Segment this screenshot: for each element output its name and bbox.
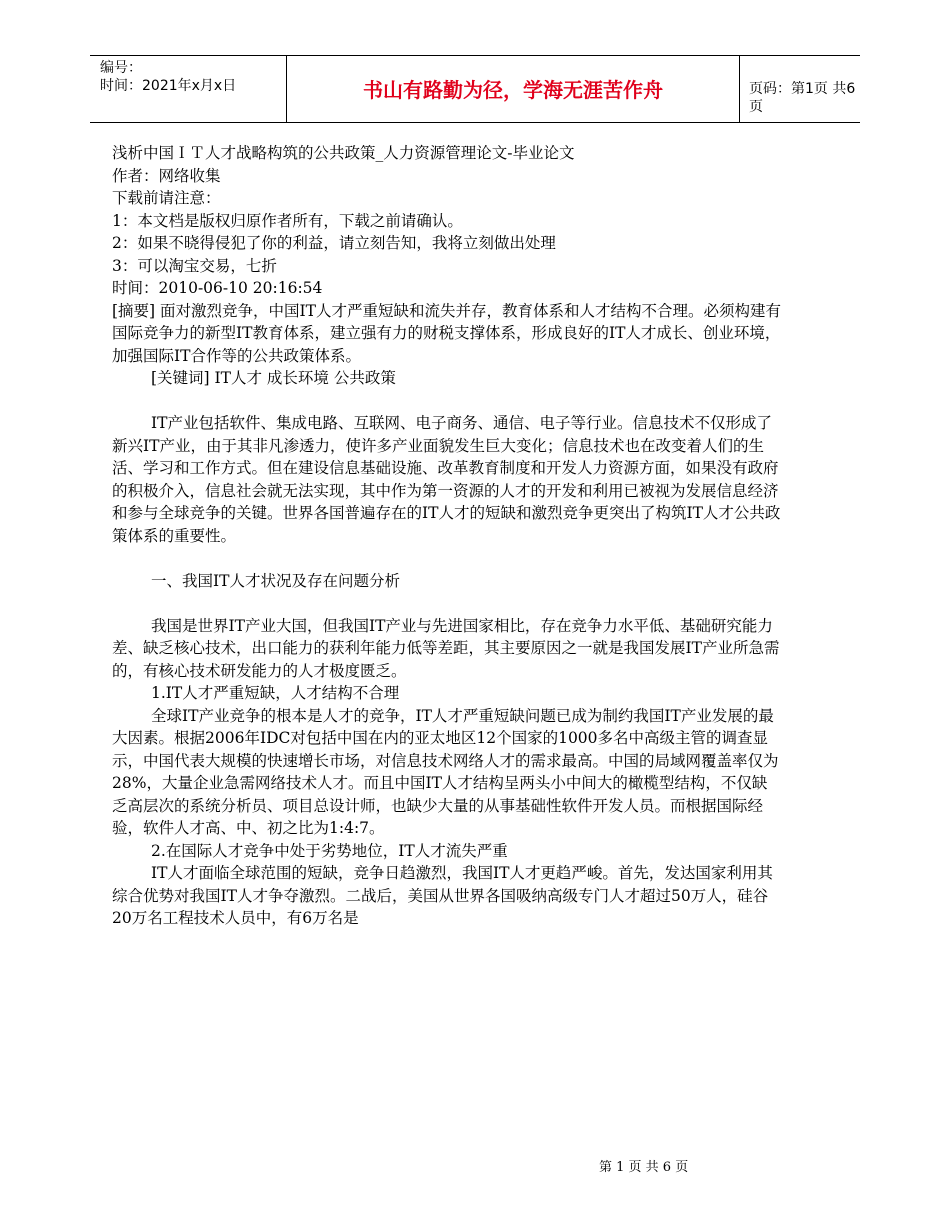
- spacer: [112, 390, 782, 413]
- document-body: [112, 142, 782, 930]
- page-info: 页码：第1页 共6页: [749, 81, 856, 115]
- subsection-2-paragraph: IT人才面临全球范围的短缺，竞争日趋激烈，我国IT人才更趋严峻。首先，发达国家利用其综合优势对我国IT人才争夺激烈。二战后，美国从世界各国吸纳高级专门人才超过50万人，硅谷20万名工程技术人员中，有6万名是: [112, 864, 773, 927]
- notice-item-1: 1：本文档是版权归原作者所有，下载之前请确认。: [112, 211, 463, 230]
- intro-paragraph: IT产业包括软件、集成电路、互联网、电子商务、通信、电子等行业。信息技术不仅形成了新兴IT产业，由于其非凡渗透力，使许多产业面貌发生巨大变化；信息技术也在改变着人们的生活、学习和工作方式。但在建设信息基础设施、改革教育制度和开发人力资源方面，如果没有政府的积极介入，信息社会就无法实现，其中作为第一资源的人才的开发和利用已被视为发展信息经济和参与全球竞争的关键。世界各国普遍存在的IT人才的短缺和激烈竞争更突出了构筑IT人才公共政策体系的重要性。: [112, 414, 781, 545]
- section-1-title: 一、我国IT人才状况及存在问题分析: [151, 571, 400, 590]
- header-right-cell: [739, 56, 860, 122]
- header-table: [90, 55, 860, 123]
- subsection-1-title: 1.IT人才严重短缺，人才结构不合理: [151, 684, 400, 702]
- motto: 书山有路勤为径，学海无涯苦作舟: [363, 78, 663, 102]
- spacer: [112, 547, 782, 570]
- subsection-1-paragraph: 全球IT产业竞争的根本是人才的竞争，IT人才严重短缺问题已成为制约我国IT产业发展的最大因素。根据2006年IDC对包括中国在内的亚太地区12个国家的1000多名中高级主管的调查显示，中国代表大规模的快速增长市场，对信息技术网络人才的需求最高。中国的局域网覆盖率仅为28%，大量企业急需网络技术人才。而且中国IT人才结构呈两头小中间大的橄榄型结构，不仅缺乏高层次的系统分析员、项目总设计师，也缺少大量的从事基础性软件开发人员。而根据国际经验，软件人才高、中、初之比为1:4:7。: [112, 706, 779, 837]
- header-center-cell: [286, 56, 740, 122]
- notice-item-3: 3：可以淘宝交易，七折: [112, 256, 277, 275]
- notice-item-2: 2：如果不晓得侵犯了你的利益，请立刻告知，我将立刻做出处理: [112, 234, 556, 252]
- notice-title: 下载前请注意：: [112, 189, 221, 207]
- doc-author: 作者：网络收集: [112, 166, 221, 185]
- subsection-2-title: 2.在国际人才竞争中处于劣势地位，IT人才流失严重: [151, 841, 508, 860]
- section-1-paragraph: 我国是世界IT产业大国，但我国IT产业与先进国家相比，存在竞争力水平低、基础研究能力差、缺乏核心技术，出口能力的获利年能力低等差距，其主要原因之一就是我国发展IT产业所急需的，有核心技术研发能力的人才极度匮乏。: [112, 616, 780, 680]
- page-footer: 第 1 页 共 6 页: [599, 1160, 689, 1175]
- doc-time: 时间：2010-06-10 20:16:54: [112, 279, 323, 297]
- spacer: [112, 592, 782, 615]
- serial-number-label: 编号：: [100, 60, 142, 76]
- date-label: 时间：2021年x月x日: [100, 78, 237, 94]
- abstract: [摘要] 面对激烈竞争，中国IT人才严重短缺和流失并存，教育体系和人才结构不合理。必须构建有国际竞争力的新型IT教育体系，建立强有力的财税支撑体系，形成良好的IT人才成长、创业环境，加强国际IT合作等的公共政策体系。: [112, 301, 781, 365]
- doc-title: 浅析中国ＩＴ人才战略构筑的公共政策_人力资源管理论文-毕业论文: [112, 144, 575, 162]
- header-left-cell: [90, 56, 286, 122]
- keywords: [关键词] IT人才 成长环境 公共政策: [151, 369, 396, 387]
